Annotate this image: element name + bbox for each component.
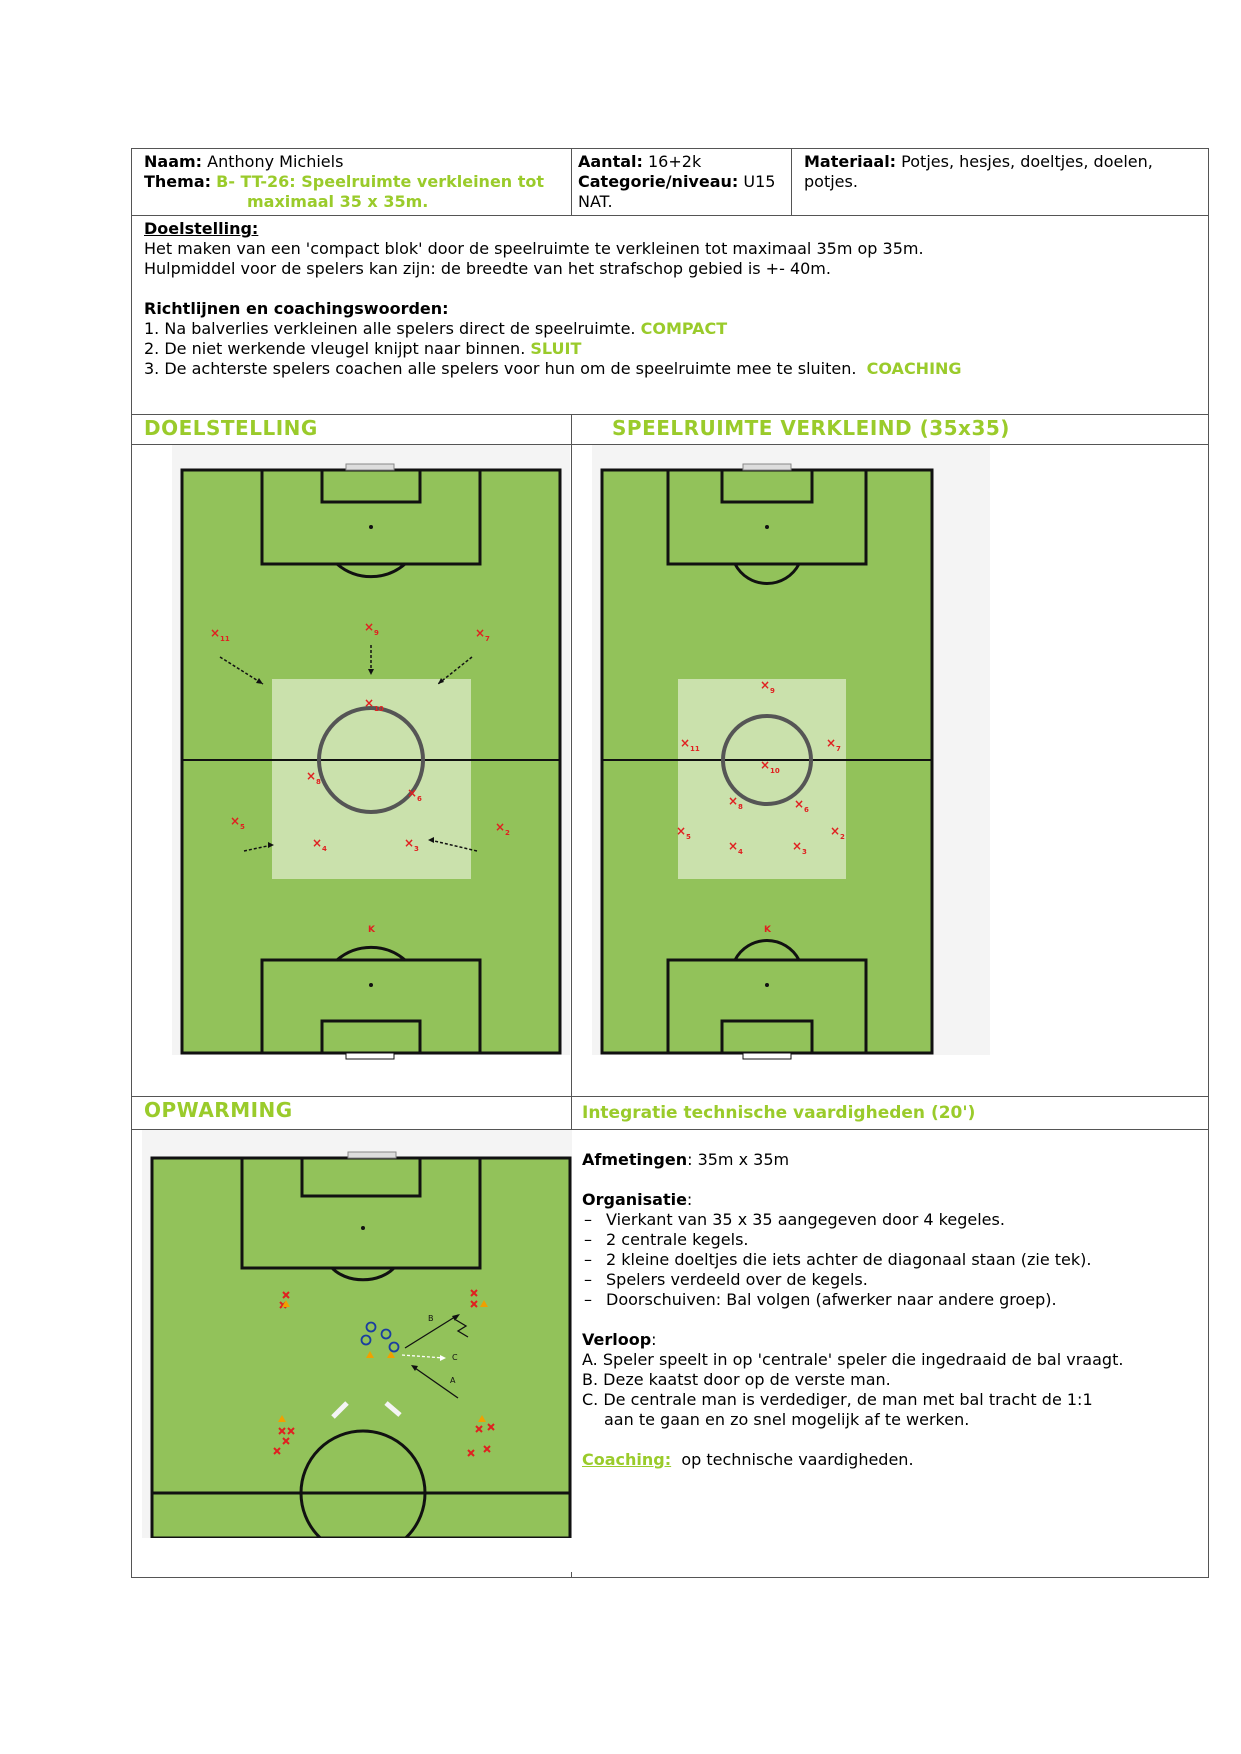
- verloop-item: A. Speler speelt in op 'centrale' speler die ingedraaid de bal vraagt.: [582, 1350, 1124, 1369]
- coaching-keyword: SLUIT: [530, 339, 582, 358]
- coaching-value: op technische vaardigheden.: [681, 1450, 914, 1469]
- player-number: 9: [374, 629, 379, 637]
- route-label-a: A: [450, 1376, 456, 1385]
- pitch-diagram-verkleind: [572, 445, 1209, 1091]
- coaching-keyword: COACHING: [866, 359, 962, 378]
- doelstelling-line1: Het maken van een 'compact blok' door de speelruimte te verkleinen tot maximaal 35m op 35m.: [144, 239, 924, 258]
- section-title-verkleind: SPEELRUIMTE VERKLEIND (35x35): [612, 416, 1010, 440]
- player-number: 7: [836, 745, 841, 753]
- player-marker: ×: [312, 836, 323, 850]
- session-sheet: [131, 148, 1208, 1578]
- coaching-label: Coaching:: [582, 1450, 672, 1469]
- section-title-doelstelling: DOELSTELLING: [144, 416, 318, 440]
- richtlijn-item: 1. Na balverlies verkleinen alle spelers direct de speelruimte. COMPACT: [144, 319, 728, 338]
- player-marker: ×: [364, 696, 375, 710]
- player-number: 3: [414, 845, 419, 853]
- verkleind-title-cell: [572, 415, 1209, 445]
- keeper-marker: K: [368, 925, 375, 935]
- integratie-title-cell: [572, 1097, 1209, 1130]
- list-item: – 2 centrale kegels.: [582, 1230, 1198, 1250]
- player-number: 11: [690, 745, 700, 753]
- list-item: – 2 kleine doeltjes die iets achter de diagonaal staan (zie tek).: [582, 1250, 1198, 1270]
- doelstelling-title-cell: [132, 415, 572, 445]
- naam-label: Naam:: [144, 152, 203, 171]
- player-marker: ×: [230, 814, 241, 828]
- player-marker: ×: [404, 836, 415, 850]
- keeper-marker: K: [764, 925, 771, 935]
- diagram-right-cell: [572, 445, 1209, 1097]
- player-number: 6: [417, 795, 422, 803]
- player-number: 8: [316, 778, 321, 786]
- player-marker: ×: [728, 839, 739, 853]
- organisatie-list: [582, 1210, 1198, 1310]
- doelstelling-heading: Doelstelling:: [144, 219, 259, 238]
- diagram-left-cell: [132, 445, 572, 1097]
- player-number: 2: [505, 829, 510, 837]
- verloop-item: B. Deze kaatst door op de verste man.: [582, 1370, 891, 1389]
- player-marker: ×: [495, 820, 506, 834]
- session-table: [131, 148, 1209, 1578]
- organisatie-label: Organisatie: [582, 1190, 687, 1209]
- player-number: 4: [738, 848, 743, 856]
- player-marker: ×: [760, 758, 771, 772]
- player-marker: ×: [475, 626, 486, 640]
- player-marker: ×: [826, 736, 837, 750]
- coaching-keyword: COMPACT: [640, 319, 728, 338]
- pitch-diagram-doelstelling: [132, 445, 572, 1091]
- section-title-opwarming: OPWARMING: [144, 1098, 293, 1122]
- opwarming-text-cell: Afmetingen: 35m x 35m Organisatie: – Vierkant van 35 x 35 aangegeven door 4 kegeles. – 2 centrale kegels. – 2 kleine doeltjes die iets achter de diagonaal staan (zie tek). – Spelers verdeeld over de kegels. – Doorschuiven: Bal volgen (afwerker naar andere groep). Verloop: A. Speler speelt in op 'centrale' speler die ingedraaid de bal vraagt. B. Deze kaatst door op de verste man. C. De centrale man is verdediger, de man met bal tracht de 1:1 aan te gaan en zo snel mogelijk af te werken. Coaching: op technische vaardigheden.: [572, 1130, 1209, 1578]
- thema-value-line1: B- TT-26: Speelruimte verkleinen tot: [216, 172, 545, 191]
- player-number: 2: [840, 833, 845, 841]
- materiaal-cell: [792, 149, 1209, 216]
- player-number: 7: [485, 635, 490, 643]
- player-marker: ×: [306, 769, 317, 783]
- materiaal-value: Potjes, hesjes, doeltjes, doelen, potjes.: [804, 152, 1153, 191]
- naam-value: Anthony Michiels: [207, 152, 344, 171]
- thema-label: Thema:: [144, 172, 212, 191]
- player-number: 10: [374, 705, 384, 713]
- verloop-label: Verloop: [582, 1330, 652, 1349]
- doelstelling-cell: [132, 216, 1209, 415]
- section-title-integratie: Integratie technische vaardigheden (20'): [582, 1103, 976, 1123]
- player-number: 3: [802, 848, 807, 856]
- richtlijnen-heading: Richtlijnen en coachingswoorden:: [144, 299, 449, 318]
- player-number: 4: [322, 845, 327, 853]
- player-number: 6: [804, 806, 809, 814]
- aantal-cell: [572, 149, 792, 216]
- player-marker: ×: [407, 786, 418, 800]
- list-item: – Vierkant van 35 x 35 aangegeven door 4 kegeles.: [582, 1210, 1198, 1230]
- aantal-label: Aantal:: [578, 152, 643, 171]
- player-marker: ×: [676, 824, 687, 838]
- player-number: 5: [686, 833, 691, 841]
- player-number: 9: [770, 687, 775, 695]
- player-marker: ×: [792, 839, 803, 853]
- player-number: 10: [770, 767, 780, 775]
- verloop-item: C. De centrale man is verdediger, de man met bal tracht de 1:1: [582, 1390, 1093, 1409]
- route-label-c: C: [452, 1353, 458, 1362]
- pitch-diagram-opwarming: [132, 1130, 572, 1572]
- thema-value-line2: maximaal 35 x 35m.: [247, 192, 429, 211]
- list-item: – Doorschuiven: Bal volgen (afwerker naar andere groep).: [582, 1290, 1198, 1310]
- player-number: 8: [738, 803, 743, 811]
- aantal-value: 16+2k: [648, 152, 702, 171]
- categorie-value: U15 NAT.: [578, 172, 776, 211]
- richtlijn-item: 3. De achterste spelers coachen alle spelers voor hun om de speelruimte mee te sluiten. COACHING: [144, 359, 962, 378]
- player-marker: ×: [364, 620, 375, 634]
- route-label-b: B: [428, 1314, 434, 1323]
- categorie-label: Categorie/niveau:: [578, 172, 739, 191]
- player-marker: ×: [210, 626, 221, 640]
- naam-thema-cell: [132, 149, 572, 216]
- player-number: 5: [240, 823, 245, 831]
- afmetingen-label: Afmetingen: [582, 1150, 688, 1169]
- afmetingen-value: : 35m x 35m: [687, 1150, 790, 1169]
- opwarming-title-cell: [132, 1097, 572, 1130]
- player-number: 11: [220, 635, 230, 643]
- materiaal-label: Materiaal:: [804, 152, 897, 171]
- player-marker: ×: [760, 678, 771, 692]
- verloop-item: aan te gaan en zo snel mogelijk af te werken.: [604, 1410, 970, 1429]
- player-marker: ×: [830, 824, 841, 838]
- player-marker: ×: [680, 736, 691, 750]
- player-marker: ×: [794, 797, 805, 811]
- player-marker: ×: [728, 794, 739, 808]
- doelstelling-line2: Hulpmiddel voor de spelers kan zijn: de breedte van het strafschop gebied is +- 40m.: [144, 259, 831, 278]
- opwarming-diagram-cell: [132, 1130, 572, 1578]
- richtlijn-item: 2. De niet werkende vleugel knijpt naar binnen. SLUIT: [144, 339, 582, 358]
- list-item: – Spelers verdeeld over de kegels.: [582, 1270, 1198, 1290]
